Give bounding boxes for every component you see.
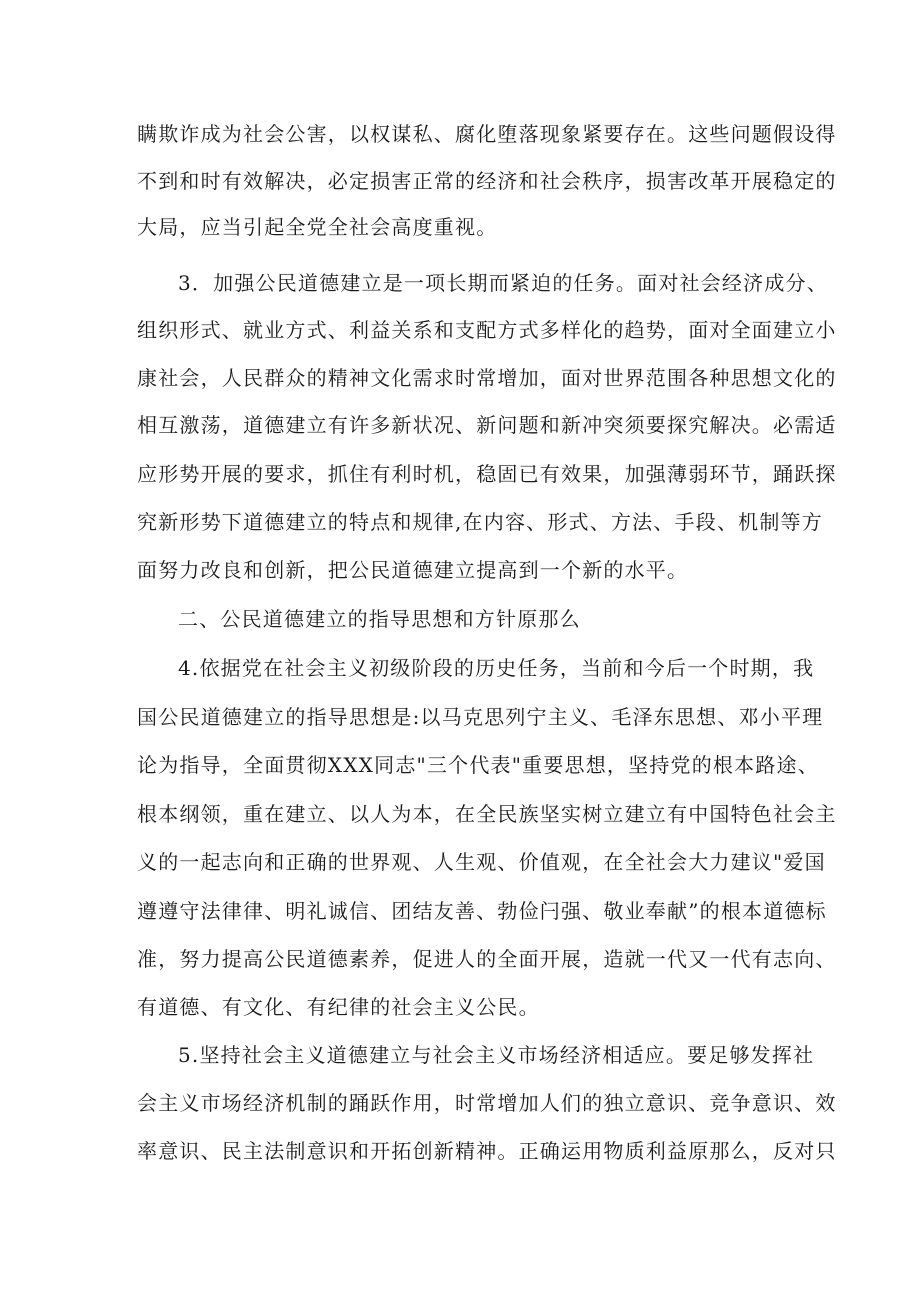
text-line: 组织形式、就业方式、利益关系和支配方式多样化的趋势，面对全面建立小	[137, 318, 837, 342]
text-line: 国公民道德建立的指导思想是:以马克思列宁主义、毛泽东思想、邓小平理	[137, 705, 824, 729]
paragraph-start-line: 5.坚持社会主义道德建立与社会主义市场经济相适应。要足够发挥社	[178, 1043, 815, 1067]
text-line: 不到和时有效解决，必定损害正常的经济和社会秩序，损害改革开展稳定的	[137, 169, 837, 193]
paragraph-start-line: 3．加强公民道德建立是一项长期而紧迫的任务。面对社会经济成分、	[178, 271, 828, 295]
text-line: 论为指导，全面贯彻XXX同志"三个代表"重要思想，坚持党的根本路途、	[137, 753, 819, 777]
text-line: 有道德、有文化、有纪律的社会主义公民。	[137, 995, 540, 1019]
text-line: 大局，应当引起全党全社会高度重视。	[137, 215, 498, 239]
text-line: 遵遵守法律律、明礼诚信、团结友善、勃俭闩强、敬业奉献”的根本道德标	[137, 899, 827, 923]
text-line: 面努力改良和创新，把公民道德建立提高到一个新的水平。	[137, 558, 689, 582]
text-line: 究新形势下道德建立的特点和规律,在内容、形式、方法、手段、机制等方	[137, 510, 823, 534]
text-line: 瞒欺诈成为社会公害，以权谋私、腐化堕落现象紧要存在。这些问题假设得	[137, 122, 837, 146]
text-line: 根本纲领，重在建立、以人为本，在全民族坚实树立建立有中国特色社会主	[137, 802, 837, 826]
text-line: 义的一起志向和正确的世界观、人生观、价值观，在全社会大力建议"爱国	[137, 850, 826, 874]
paragraph-start-line: 4.依据党在社会主义初级阶段的历史任务，当前和今后一个时期，我	[178, 656, 815, 680]
text-line: 康社会，人民群众的精神文化需求时常增加，面对世界范围各种思想文化的	[137, 366, 837, 390]
text-line: 相互激荡，道德建立有许多新状况、新问题和新冲突须要探究解决。必需适	[137, 413, 837, 437]
section-heading: 二、公民道德建立的指导思想和方针原那么	[178, 607, 581, 631]
text-line: 应形势开展的要求，抓住有利时机，稳固已有效果，加强薄弱环节，踊跃探	[137, 462, 837, 486]
text-line: 准，努力提高公民道德素养，促进人的全面开展，造就一代又一代有志向、	[137, 947, 837, 971]
text-line: 率意识、民主法制意识和开拓创新精神。正确运用物质利益原那么，反对只	[137, 1139, 837, 1163]
text-line: 会主义市场经济机制的踊跃作用，时常增加人们的独立意识、竞争意识、效	[137, 1091, 837, 1115]
